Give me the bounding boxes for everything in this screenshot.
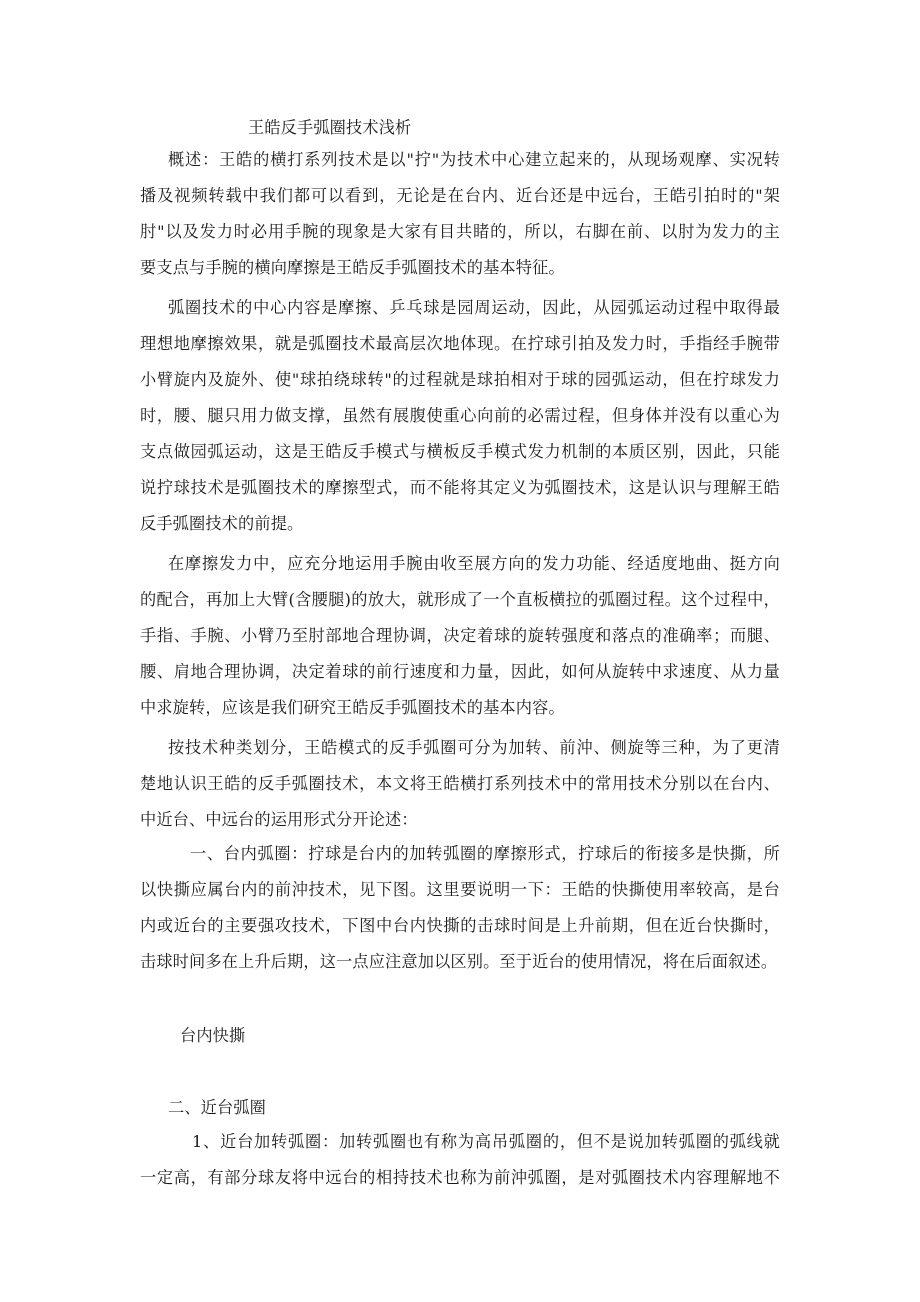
paragraph-line: 概述：王皓的横打系列技术是以"拧"为技术中心建立起来的，从现场观摩、实况转 (168, 150, 780, 169)
paragraph-line: 内或近台的主要强攻技术，下图中台内快撕的击球时间是上升前期，但在近台快撕时， (140, 916, 780, 935)
paragraph-line: 手指、手腕、小臂乃至肘部地合理协调，决定着球的旋转强度和落点的准确率；而腿、 (140, 626, 780, 645)
paragraph-line: 一定高，有部分球友将中远台的相持技术也称为前沖弧圈，是对弧圈技术内容理解地不 (140, 1168, 780, 1187)
paragraph-line: 支点做园弧运动，这是王皓反手模式与横板反手模式发力机制的本质区别，因此，只能 (140, 442, 780, 461)
paragraph-line: 要支点与手腕的横向摩擦是王皓反手弧圈技术的基本特征。 (140, 258, 565, 277)
paragraph-line: 以快撕应属台内的前沖技术，见下图。这里要说明一下：王皓的快撕使用率较高，是台 (140, 880, 780, 899)
paragraph-line: 小臂旋内及旋外、使"球拍绕球转"的过程就是球拍相对于球的园弧运动，但在拧球发力 (140, 370, 780, 389)
paragraph-line: 理想地摩擦效果，就是弧圈技术最高层次地体现。在拧球引拍及发力时，手指经手腕带 (140, 334, 780, 353)
paragraph-line: 1、近台加转弧圈：加转弧圈也有称为高吊弧圈的，但不是说加转弧圈的弧线就 (192, 1132, 780, 1151)
paragraph-line: 时，腰、腿只用力做支撑，虽然有展腹使重心向前的必需过程，但身体并没有以重心为 (140, 406, 780, 425)
paragraph-line: 说拧球技术是弧圈技术的摩擦型式，而不能将其定义为弧圈技术，这是认识与理解王皓 (140, 478, 780, 497)
section-heading: 二、近台弧圈 (168, 1098, 267, 1117)
paragraph-arc-core (140, 290, 780, 542)
paragraph-line: 反手弧圈技术的前提。 (140, 514, 304, 533)
paragraph-overview (140, 142, 780, 286)
paragraph-line: 击球时间多在上升后期，这一点应注意加以区别。至于近台的使用情况，将在后面叙述。 (140, 952, 778, 971)
paragraph-line: 中近台、中远台的运用形式分开论述： (140, 810, 418, 829)
paragraph-classification (140, 730, 780, 838)
paragraph-line: 一、台内弧圈：拧球是台内的加转弧圈的摩擦形式，拧球后的衔接多是快撕，所 (190, 844, 780, 863)
paragraph-line: 弧圈技术的中心内容是摩擦、乒乓球是园周运动，因此，从园弧运动过程中取得最 (168, 298, 780, 317)
paragraph-line: 中求旋转，应该是我们研究王皓反手弧圈技术的基本内容。 (140, 698, 565, 717)
paragraph-line: 的配合，再加上大臂(含腰腿)的放大，就形成了一个直板横拉的弧圈过程。这个过程中， (140, 590, 780, 609)
figure-caption: 台内快撕 (180, 1026, 246, 1045)
paragraph-line: 腰、肩地合理协调，决定着球的前行速度和力量，因此，如何从旋转中求速度、从力量 (140, 662, 780, 681)
paragraph-line: 楚地认识王皓的反手弧圈技术，本文将王皓横打系列技术中的常用技术分别以在台内、 (140, 774, 780, 793)
paragraph-subsection-2-1 (140, 1124, 780, 1196)
paragraph-line: 按技术种类划分，王皓模式的反手弧圈可分为加转、前沖、侧旋等三种，为了更清 (168, 738, 780, 757)
paragraph-line: 肘"以及发力时必用手腕的现象是大家有目共睹的，所以，右脚在前、以肘为发力的主 (140, 222, 780, 241)
paragraph-friction (140, 546, 780, 726)
paragraph-line: 播及视频转载中我们都可以看到，无论是在台内、近台还是中远台，王皓引拍时的"架 (140, 186, 780, 205)
paragraph-section-1 (140, 836, 780, 980)
paragraph-line: 在摩擦发力中，应充分地运用手腕由收至展方向的发力功能、经适度地曲、挺方向 (168, 554, 780, 573)
document-title: 王皓反手弧圈技术浅析 (248, 118, 412, 137)
